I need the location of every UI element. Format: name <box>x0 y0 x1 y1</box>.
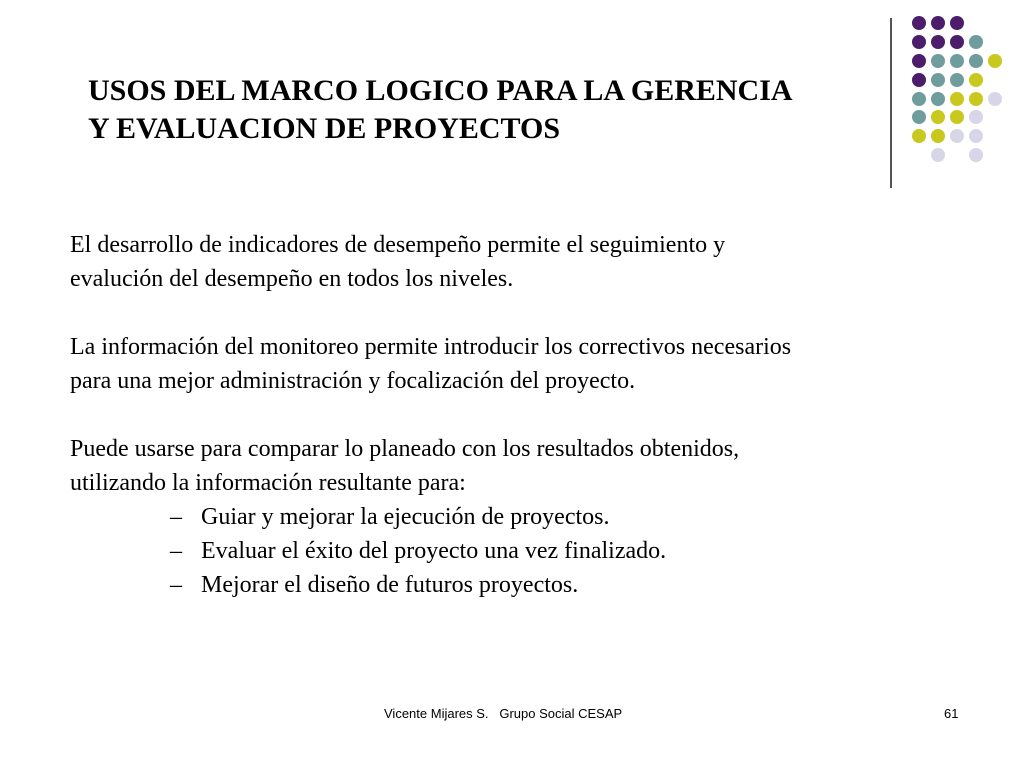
dot <box>950 92 964 106</box>
paragraph-line: La información del monitoreo permite introducir los correctivos necesarios <box>70 334 792 360</box>
paragraph-line: para una mejor administración y focalización del proyecto. <box>70 368 636 394</box>
list-item-text: Mejorar el diseño de futuros proyectos. <box>201 572 579 598</box>
list-item <box>70 500 970 534</box>
slide-title <box>88 72 888 148</box>
dot <box>950 129 964 143</box>
dot <box>931 129 945 143</box>
dot <box>912 54 926 68</box>
paragraph-monitoring <box>70 330 970 398</box>
dot <box>988 54 1002 68</box>
dot <box>950 54 964 68</box>
dot <box>912 110 926 124</box>
dot <box>950 16 964 30</box>
dot <box>931 148 945 162</box>
dot <box>988 92 1002 106</box>
title-line-2: Y EVALUACION DE PROYECTOS <box>88 112 561 145</box>
dot <box>950 110 964 124</box>
dot <box>931 16 945 30</box>
dash-marker: – <box>170 538 182 564</box>
dot <box>969 148 983 162</box>
dot <box>931 73 945 87</box>
list-item <box>70 568 970 602</box>
paragraph-line: evalución del desempeño en todos los niveles. <box>70 266 514 292</box>
dot <box>950 35 964 49</box>
dot <box>969 54 983 68</box>
paragraph-comparison <box>70 432 970 500</box>
dot <box>931 35 945 49</box>
dot <box>931 54 945 68</box>
paragraph-line: Puede usarse para comparar lo planeado con los resultados obtenidos, <box>70 436 740 462</box>
paragraph-line: utilizando la información resultante para: <box>70 470 466 496</box>
list-item-text: Guiar y mejorar la ejecución de proyectos. <box>201 504 610 530</box>
title-line-1: USOS DEL MARCO LOGICO PARA LA GERENCIA <box>88 74 793 107</box>
list-item <box>70 534 970 568</box>
vertical-divider <box>890 18 892 188</box>
dot <box>912 35 926 49</box>
paragraph-indicators <box>70 228 970 296</box>
dot <box>912 92 926 106</box>
dot <box>931 110 945 124</box>
dot <box>969 92 983 106</box>
bullet-list <box>70 500 970 602</box>
dot <box>969 73 983 87</box>
page-number: 61 <box>944 706 959 721</box>
list-item-text: Evaluar el éxito del proyecto una vez finalizado. <box>201 538 667 564</box>
dot <box>912 73 926 87</box>
slide-body <box>70 228 970 602</box>
dot <box>969 35 983 49</box>
dash-marker: – <box>170 504 182 530</box>
dot <box>912 16 926 30</box>
paragraph-line: El desarrollo de indicadores de desempeño permite el seguimiento y <box>70 232 726 258</box>
dot <box>969 129 983 143</box>
dash-marker: – <box>170 572 182 598</box>
dot <box>912 129 926 143</box>
dot <box>931 92 945 106</box>
footer-author: Vicente Mijares S. Grupo Social CESAP <box>384 706 623 721</box>
dot <box>969 110 983 124</box>
dot <box>950 73 964 87</box>
